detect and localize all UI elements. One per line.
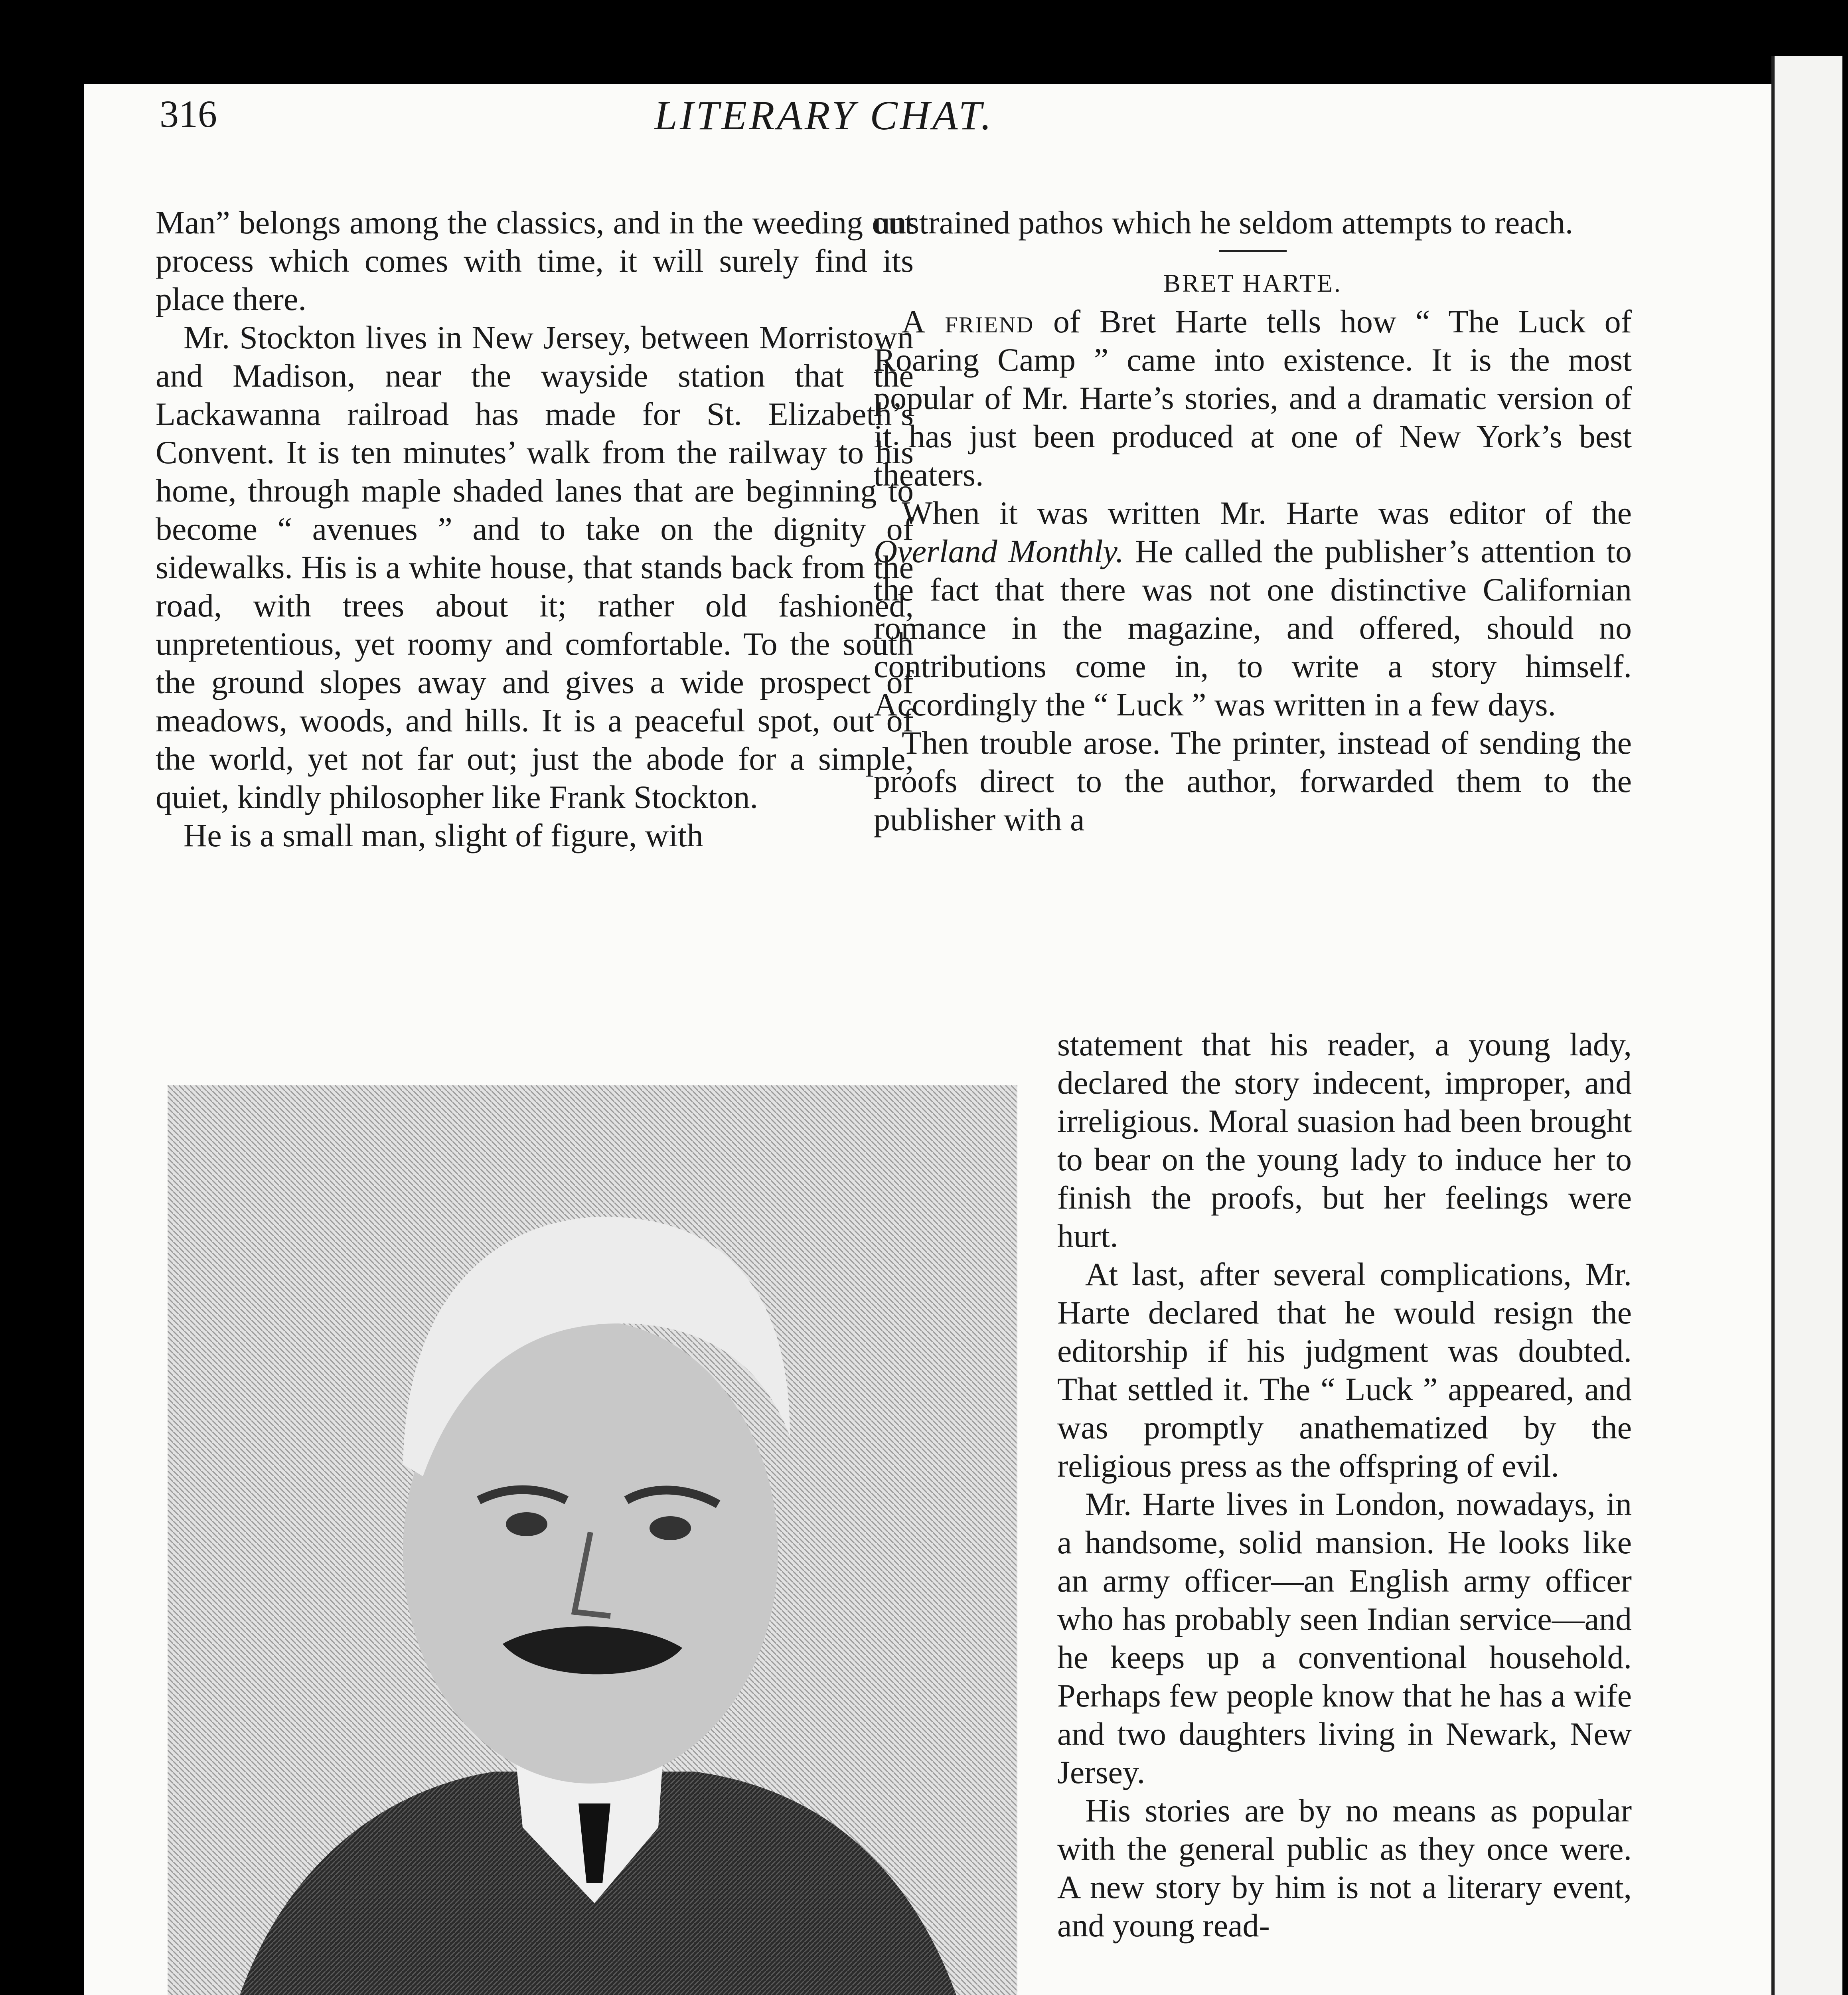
lead-words: A friend [902,303,1035,340]
right-column-narrow [1057,1025,1632,1945]
paragraph: Then trouble arose. The printer, instead of sending the proofs direct to the author, forwarded them to the publisher with a [874,725,1632,838]
right-column-top [874,203,1632,839]
paragraph: Mr. Stockton lives in New Jersey, between Morristown and Madison, near the wayside station that the Lackawanna railroad has made for St. Elizabeth’s Convent. It is ten minutes’ walk from the railway to his home, through maple shaded lanes that are beginning to become “ avenues ” and to take on the dignity of sidewalks. His is a white house, that stands back from the road, with trees about it; rather old fashioned, unpretentious, yet roomy and comfortable. To the south the ground slopes away and gives a wide prospect of meadows, woods, and hills. It is a peaceful spot, out of the world, yet not far out; just the abode for a simple, quiet, kindly philosopher like Frank Stockton. [156,319,914,815]
adjacent-page-edge [1771,56,1842,1995]
paragraph: unstrained pathos which he seldom attempts to reach. [874,204,1574,241]
paragraph-text: He called the publisher’s attention to the fact that there was not one distinctive Californian romance in the magazine, and offered, should no contributions come in, to write a story himself. Accordingly the “ Luck ” was written in a few days. [874,533,1632,723]
paragraph: He is a small man, slight of figure, with [184,817,703,853]
running-head: LITERARY CHAT. [654,93,994,138]
paragraph: His stories are by no means as popular with the general public as they once were. A new story by him is not a literary event, and young read- [1057,1792,1632,1944]
paragraph: statement that his reader, a young lady, declared the story indecent, improper, and irreligious. Moral suasion had been brought to bear on the young lady to induce her to finish the proofs, but her feelings were hurt. [1057,1026,1632,1254]
paragraph [874,302,1632,494]
paragraph-text: When it was written Mr. Harte was editor of the [902,495,1632,531]
paragraph [874,494,1632,724]
section-heading: BRET HARTE. [1163,269,1342,297]
paragraph: Man” belongs among the classics, and in the weeding out process which comes with time, it will surely find its place there. [156,204,914,317]
paragraph: Mr. Harte lives in London, nowadays, in a handsome, solid mansion. He looks like an army officer—an English army officer who has probably seen Indian service—and he keeps up a conventional household. Perhaps few people know that he has a wife and two daughters living in Newark, New Jersey. [1057,1486,1632,1790]
portrait-engraving [168,1085,1017,1995]
magazine-title: Overland Monthly. [874,533,1124,569]
section-divider [1219,250,1287,252]
paragraph-text: of Bret Harte tells how “ The Luck of Roaring Camp ” came into existence. It is the most popular of Mr. Harte’s stories, and a dramatic version of it has just been produced at one of New York’s best theaters. [874,303,1632,493]
paragraph: At last, after several complications, Mr. Harte declared that he would resign the editorship if his judgment was doubted. That settled it. The “ Luck ” appeared, and was promptly anathematized by the religious press as the offspring of evil. [1057,1256,1632,1484]
left-column-top [156,203,914,855]
page-number: 316 [160,93,217,135]
